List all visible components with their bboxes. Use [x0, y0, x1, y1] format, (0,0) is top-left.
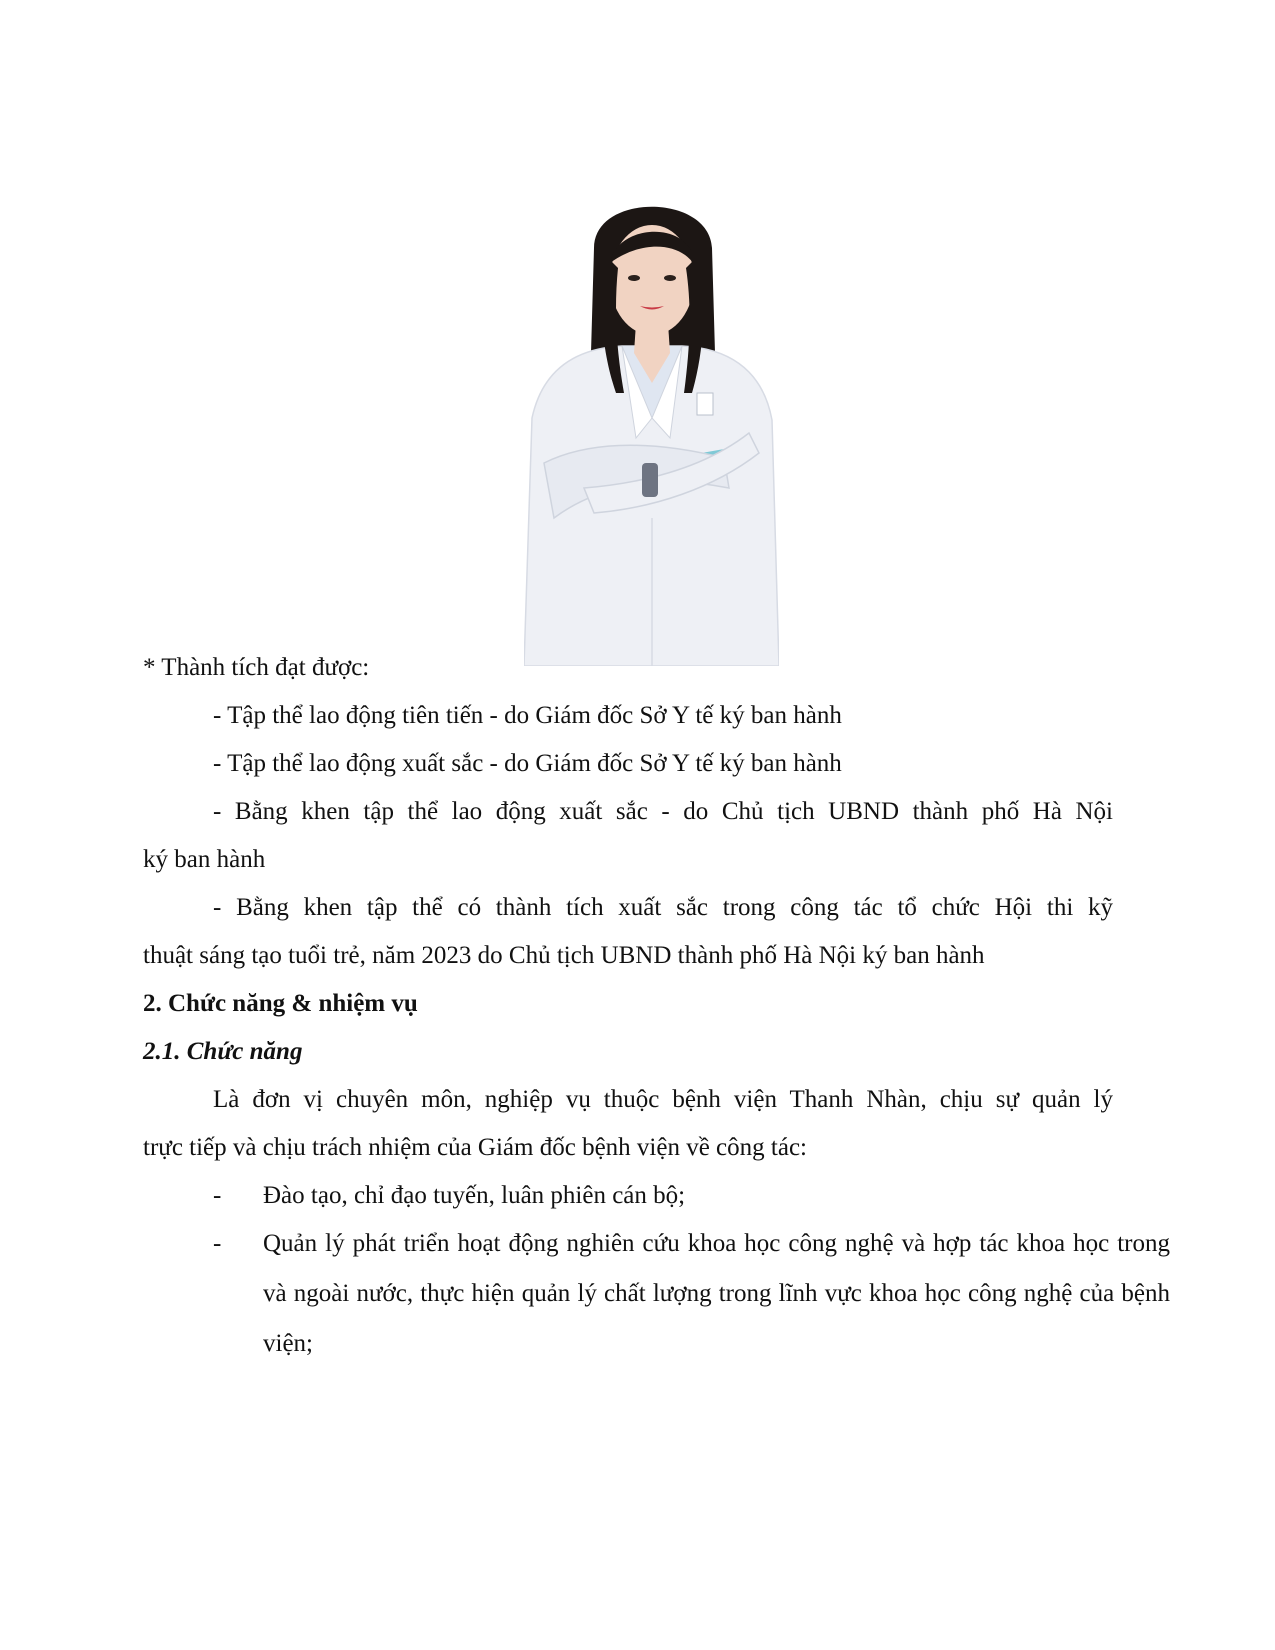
achievement-item: - Bằng khen tập thể lao động xuất sắc - do Chủ tịch UBND thành phố Hà Nội — [213, 798, 1113, 825]
achievement-item: - Bằng khen tập thể có thành tích xuất sắc trong công tác tổ chức Hội thi kỹ — [213, 894, 1113, 921]
bullet-dash: - — [213, 1182, 222, 1209]
subsection-title: 2.1. Chức năng — [143, 1038, 303, 1065]
section-title: 2. Chức năng & nhiệm vụ — [143, 990, 418, 1017]
portrait-photo — [524, 188, 779, 666]
achievement-item: - Tập thể lao động tiên tiến - do Giám đốc Sở Y tế ký ban hành — [213, 702, 842, 729]
intro-paragraph-line: trực tiếp và chịu trách nhiệm của Giám đốc bệnh viện về công tác: — [143, 1134, 807, 1161]
bullet-dash: - — [213, 1230, 222, 1257]
achievement-item-continuation: thuật sáng tạo tuổi trẻ, năm 2023 do Chủ tịch UBND thành phố Hà Nội ký ban hành — [143, 942, 985, 969]
achievement-item-continuation: ký ban hành — [143, 846, 266, 873]
achievement-item: - Tập thể lao động xuất sắc - do Giám đốc Sở Y tế ký ban hành — [213, 750, 842, 777]
bullet-item: Quản lý phát triển hoạt động nghiên cứu khoa học công nghệ và hợp tác khoa học trong và ngoài nước, thực hiện quản lý chất lượng trong lĩnh vực khoa học công nghệ của bệnh viện; — [263, 1230, 1170, 1357]
bullet-item: Đào tạo, chỉ đạo tuyến, luân phiên cán bộ; — [263, 1182, 686, 1209]
achievements-heading: * Thành tích đạt được: — [143, 654, 370, 681]
intro-paragraph-line: Là đơn vị chuyên môn, nghiệp vụ thuộc bệnh viện Thanh Nhàn, chịu sự quản lý — [213, 1086, 1113, 1113]
